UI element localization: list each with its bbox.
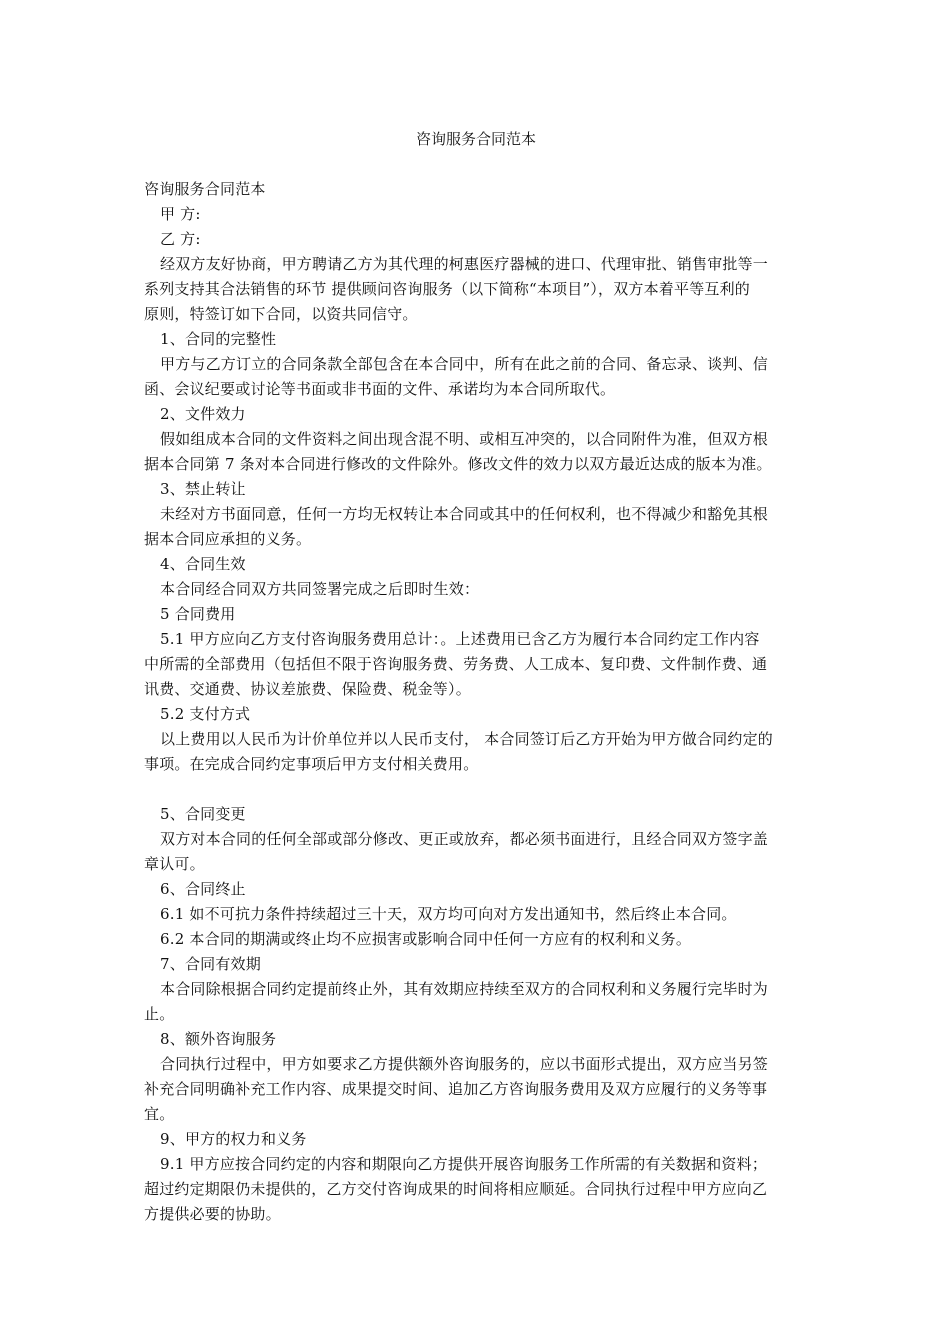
- section-heading: 4、合同生效: [160, 555, 246, 573]
- body-line: 合同执行过程中，甲方如要求乙方提供额外咨询服务的，应以书面形式提出，双方应当另签: [160, 1055, 769, 1073]
- body-line: 系列支持其合法销售的环节 提供顾问咨询服务（以下简称“本项目”），双方本着平等互利的: [144, 280, 751, 298]
- body-line: 甲方与乙方订立的合同条款全部包含在本合同中，所有在此之前的合同、备忘录、谈判、信: [160, 355, 769, 373]
- section-heading: 2、文件效力: [160, 405, 246, 423]
- body-line: 讯费、交通费、协议差旅费、保险费、税金等）。: [144, 680, 471, 698]
- body-line: 止。: [144, 1005, 175, 1023]
- body-line: 中所需的全部费用（包括但不限于咨询服务费、劳务费、人工成本、复印费、文件制作费、通: [144, 655, 768, 673]
- body-line: 本合同除根据合同约定提前终止外，其有效期应持续至双方的合同权利和义务履行完毕时为: [160, 980, 769, 998]
- body-line: 章认可。: [144, 855, 205, 873]
- body-line: 乙 方:: [160, 230, 201, 248]
- section-heading: 6、合同终止: [160, 880, 246, 898]
- document-title: 咨询服务合同范本: [415, 130, 536, 148]
- body-line: 双方对本合同的任何全部或部分修改、更正或放弃，都必须书面进行，且经合同双方签字盖: [160, 830, 769, 848]
- body-line: 方提供必要的协助。: [144, 1205, 281, 1223]
- body-line: 5.1 甲方应向乙方支付咨询服务费用总计：。上述费用已含乙方为履行本合同约定工作内容: [160, 630, 760, 648]
- body-line: 以上费用以人民币为计价单位并以人民币支付， 本合同签订后乙方开始为甲方做合同约定的: [160, 730, 773, 748]
- body-line: 6.1 如不可抗力条件持续超过三十天，双方均可向对方发出通知书，然后终止本合同。: [160, 905, 737, 923]
- section-heading: 5.2 支付方式: [160, 705, 251, 723]
- section-heading: 1、合同的完整性: [160, 330, 277, 348]
- section-heading: 5、合同变更: [160, 805, 246, 823]
- body-line: 咨询服务合同范本: [144, 180, 266, 198]
- body-line: 据本合同第 7 条对本合同进行修改的文件除外。修改文件的效力以双方最近达成的版本为准。: [144, 455, 772, 473]
- section-heading: 7、合同有效期: [160, 955, 261, 973]
- section-heading: 9、甲方的权力和义务: [160, 1130, 307, 1148]
- blank-line: [144, 777, 808, 802]
- body-line: 据本合同应承担的义务。: [144, 530, 312, 548]
- body-line: 6.2 本合同的期满或终止均不应损害或影响合同中任何一方应有的权利和义务。: [160, 930, 692, 948]
- body-line: 经双方友好协商，甲方聘请乙方为其代理的柯惠医疗器械的进口、代理审批、销售审批等一: [160, 255, 769, 273]
- body-line: 宜。: [144, 1105, 175, 1123]
- section-heading: 3、禁止转让: [160, 480, 246, 498]
- body-line: 函、会议纪要或讨论等书面或非书面的文件、承诺均为本合同所取代。: [144, 380, 616, 398]
- body-line: 未经对方书面同意，任何一方均无权转让本合同或其中的任何权利，也不得减少和豁免其根: [160, 505, 769, 523]
- body-line: 假如组成本合同的文件资料之间出现含混不明、或相互冲突的，以合同附件为准，但双方根: [160, 430, 769, 448]
- body-line: 原则，特签订如下合同，以资共同信守。: [144, 305, 418, 323]
- body-line: 甲 方:: [160, 205, 201, 223]
- section-heading: 5 合同费用: [160, 605, 236, 623]
- body-line: 补充合同明确补充工作内容、成果提交时间、追加乙方咨询服务费用及双方应履行的义务等事: [144, 1080, 768, 1098]
- body-line: 超过约定期限仍未提供的，乙方交付咨询成果的时间将相应顺延。合同执行过程中甲方应向乙: [144, 1180, 768, 1198]
- body-line: 9.1 甲方应按合同约定的内容和期限向乙方提供开展咨询服务工作所需的有关数据和资料；: [160, 1155, 768, 1173]
- section-heading: 8、额外咨询服务: [160, 1030, 277, 1048]
- body-line: 事项。在完成合同约定事项后甲方支付相关费用。: [144, 755, 479, 773]
- body-line: 本合同经合同双方共同签署完成之后即时生效：: [160, 580, 480, 598]
